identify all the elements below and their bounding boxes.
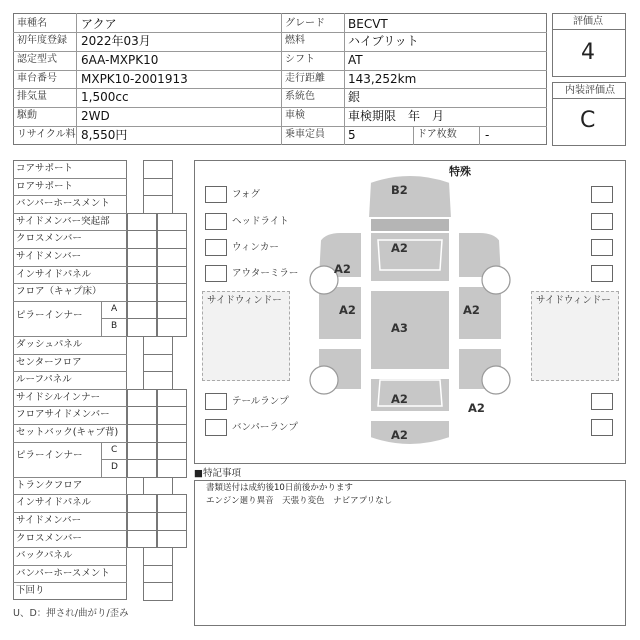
summary-label-2: 車検 [285,110,305,122]
wheel-rr [482,366,510,394]
parts-label: クロスメンバー [16,532,82,544]
parts-check-cell [157,512,187,531]
parts-label: ルーフパネル [16,374,72,386]
check-box [591,419,613,436]
grade-door-fr: A2 [463,303,480,317]
parts-row-divider [13,371,127,372]
check-label-left: テールランプ [232,396,289,407]
parts-row-divider [13,354,127,355]
parts-check-cell [127,230,157,249]
side-window-left-label: サイドウィンドー [207,295,282,306]
summary-label: 車種名 [17,18,47,29]
roof-panel [370,290,450,370]
check-box [205,186,227,203]
rear-bumper-panel [370,420,450,445]
parts-row-divider [13,512,127,513]
pillar-sub-label: B [111,321,118,332]
check-box [591,239,613,256]
parts-check-cell [157,442,187,461]
trunk-panel [370,378,450,412]
summary-label-2: 系統色 [285,91,315,103]
check-box [205,213,227,230]
door-count-value: - [485,128,490,143]
summary-value-2: BECVT [348,17,388,31]
parts-check-cell [127,406,157,425]
summary-col-divider [479,126,480,145]
parts-check-cell [127,424,157,443]
parts-row-divider [13,582,127,583]
parts-label: フロアサイドメンバー [16,409,110,421]
summary-value: アクア [81,17,117,31]
parts-check-cell [143,565,173,584]
parts-row-divider [13,406,127,407]
rating-value: 4 [581,40,595,65]
car-diagram [300,170,520,460]
parts-row-divider [13,178,127,179]
check-label-left: ヘッドライト [232,216,289,227]
parts-check-cell [127,494,157,513]
parts-check-cell [157,266,187,285]
check-box [591,213,613,230]
summary-value: 8,550円 [81,128,128,143]
parts-label: サイドメンバー [16,251,82,262]
grade-trunk: A2 [391,392,408,406]
summary-label-2: 走行距離 [285,72,325,84]
summary-label: 車台番号 [17,72,57,84]
summary-value: MXPK10-2001913 [81,71,188,86]
parts-check-cell [157,213,187,232]
check-box [591,265,613,282]
rating-label: 評価点 [573,16,603,27]
door-count-label: ドア枚数 [417,129,457,141]
parts-check-cell [127,283,157,302]
summary-col-divider [281,13,282,145]
check-box [205,419,227,436]
parts-check-cell [157,389,187,408]
parts-label: バックパネル [16,550,73,562]
summary-row-divider [13,126,547,127]
summary-row-divider [13,88,547,89]
parts-check-cell [157,248,187,267]
parts-label: バンパーホースメント [16,198,110,210]
parts-legend: U、D：押され/曲がり/歪み [13,608,129,619]
parts-row-divider [13,266,127,267]
pillar-sub-label: C [111,444,118,455]
parts-check-cell [143,582,173,601]
grade-fender-rr: A2 [468,401,485,415]
parts-row-divider [13,283,127,284]
parts-label: セットバック(キャブ背) [16,427,119,438]
summary-row-divider [13,32,547,33]
parts-check-cell [157,424,187,443]
side-window-right-label: サイドウィンドー [536,295,611,306]
parts-label: サイドシルインナー [16,391,101,403]
parts-check-cell [127,459,157,478]
summary-value: 1,500cc [81,90,129,105]
parts-label: インサイドパネル [16,268,92,280]
parts-check-cell [127,442,157,461]
grade-door-fl: A2 [339,303,356,317]
check-label-left: フォグ [232,189,261,200]
parts-check-cell [127,512,157,531]
parts-check-cell [157,494,187,513]
summary-value-2: 銀 [348,90,361,105]
interior-value: C [580,108,596,133]
parts-label: ピラーインナー [16,309,83,321]
parts-row-divider [13,442,127,443]
check-box [205,239,227,256]
summary-table [13,13,547,145]
summary-col-divider [76,13,77,145]
parts-check-cell [127,318,157,337]
grade-roof: A3 [391,321,408,335]
parts-check-cell [143,371,173,390]
check-label-left: バンパーランプ [232,422,298,433]
summary-value-2: 5 [348,128,356,143]
summary-row-divider [13,107,547,108]
parts-check-cell [127,530,157,549]
check-label-left: ウィンカー [232,242,279,253]
parts-check-cell [157,301,187,320]
summary-row-divider [13,51,547,52]
front-panel [370,218,450,232]
summary-label-2: 乗車定員 [285,129,325,141]
parts-row-divider [101,459,127,460]
interior-label: 内装評価点 [565,85,615,96]
notes-line-2: エンジン廻り異音 天張り変色 ナビアプリなし [206,496,393,506]
summary-col-divider [413,126,414,145]
parts-row-divider [13,565,127,566]
parts-label: ロアサポート [16,180,74,192]
check-label-left: アウターミラー [232,268,299,279]
parts-label: インサイドパネル [16,497,92,509]
parts-check-cell [157,283,187,302]
parts-label: サイドメンバー [16,515,82,526]
parts-grid [13,160,189,600]
parts-check-cell [143,477,173,496]
parts-label: ピラーインナー [16,450,83,462]
pillar-sub-label: A [111,303,118,314]
pillar-sub-divider [101,442,102,477]
parts-label: 下回り [16,585,45,597]
parts-check-cell [143,547,173,566]
parts-check-cell [143,354,173,373]
wheel-fr [482,266,510,294]
summary-col-divider [344,13,345,145]
parts-check-cell [127,301,157,320]
parts-label: クロスメンバー [16,233,82,245]
special-label: 特殊 [449,165,471,178]
parts-label: バンパーホースメント [16,567,110,579]
summary-label-2: シフト [285,53,315,65]
parts-row-divider [13,248,127,249]
parts-row-divider [13,477,127,478]
parts-label: サイドメンバー突起部 [16,215,110,227]
rating-header-divider [552,29,626,30]
grade-fender-fl: A2 [334,262,351,276]
summary-value: 6AA-MXPK10 [81,52,159,67]
hood-panel [368,175,452,218]
parts-row-divider [13,230,127,231]
grade-bonnet: A2 [391,241,408,255]
parts-row-divider [13,494,127,495]
check-box [591,393,613,410]
parts-row-divider [13,530,127,531]
parts-row-divider [13,547,127,548]
parts-row-divider [13,301,127,302]
summary-value-2: ハイブリット [348,33,419,48]
summary-label: リサイクル料 [17,129,76,141]
summary-label: 認定型式 [17,53,57,65]
parts-check-cell [143,336,173,355]
parts-check-cell [157,230,187,249]
parts-label: ダッシュパネル [16,339,83,350]
parts-check-cell [127,266,157,285]
grade-rear-bumper: A2 [391,428,408,442]
parts-label: フロア（キャプ床） [16,286,102,298]
parts-check-cell [157,406,187,425]
summary-value-2: AT [348,52,363,67]
parts-check-cell [157,318,187,337]
grade-hood: B2 [391,183,408,197]
summary-label: 排気量 [17,91,47,103]
pillar-sub-divider [101,301,102,336]
summary-value: 2WD [81,109,110,124]
parts-check-cell [143,160,173,179]
parts-row-divider [13,213,127,214]
summary-label-2: 燃料 [285,34,305,46]
notes-line-1: 書類送付は成約後10日前後かかります [206,483,353,493]
summary-value: 2022年03月 [81,33,151,48]
wheel-rl [310,366,338,394]
parts-label: センターフロア [16,356,82,368]
parts-label: トランクフロア [16,479,83,491]
interior-header-divider [552,98,626,99]
parts-row-divider [13,389,127,390]
parts-check-cell [143,195,173,214]
notes-heading: ■特記事項 [194,468,241,479]
parts-row-divider [101,318,127,319]
check-box [205,265,227,282]
parts-check-cell [127,389,157,408]
summary-value-2: 143,252km [348,71,417,86]
parts-check-cell [157,530,187,549]
summary-label: 初年度登録 [17,34,67,46]
summary-label: 駆動 [17,110,37,122]
parts-check-cell [143,178,173,197]
parts-check-cell [127,248,157,267]
parts-check-cell [157,459,187,478]
parts-row-divider [13,336,127,337]
summary-label-2: グレード [285,18,325,29]
summary-row-divider [13,70,547,71]
pillar-sub-label: D [111,462,118,473]
parts-row-divider [13,195,127,196]
check-box [591,186,613,203]
parts-row-divider [13,424,127,425]
check-box [205,393,227,410]
summary-value-2: 車検期限 年 月 [348,109,445,124]
parts-check-cell [127,213,157,232]
parts-label: コアサポート [16,163,74,174]
